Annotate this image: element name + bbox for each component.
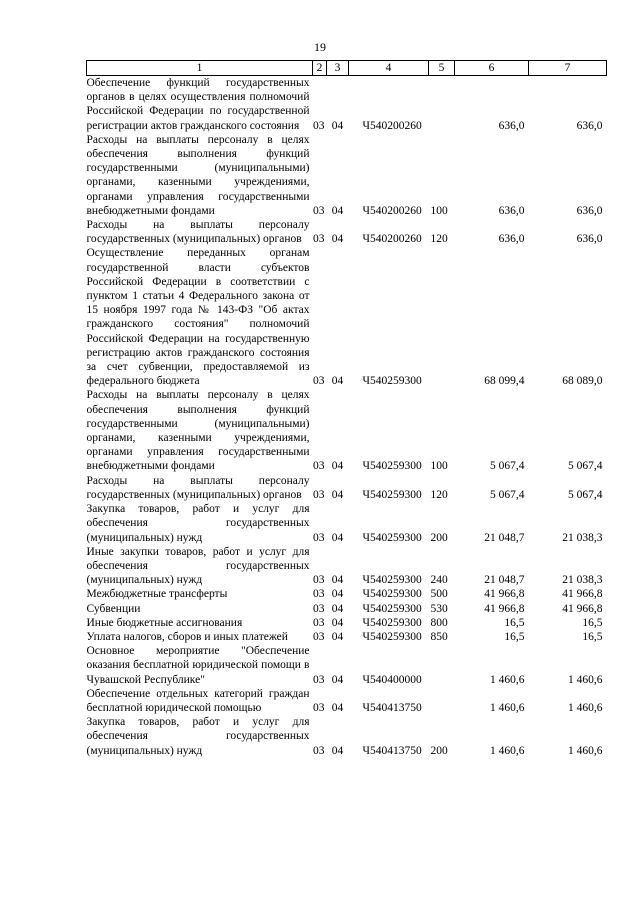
amount-year-1-cell: 1 460,6 [490, 673, 525, 686]
target-article-cell: Ч540259300 [362, 630, 422, 643]
subsection-code-cell: 04 [331, 375, 344, 388]
amount-year-1-cell: 5 067,4 [490, 460, 525, 473]
amount-year-1-cell: 1 460,6 [490, 701, 525, 714]
row-name-cell: Иные бюджетные ассигнования [86, 616, 243, 629]
amount-year-2-cell: 41 966,8 [562, 588, 603, 601]
column-header: 6 [455, 61, 529, 76]
section-code-cell: 03 [313, 602, 325, 615]
amount-year-1-cell: 5 067,4 [490, 488, 525, 501]
target-article-cell: Ч540259300 [362, 616, 422, 629]
column-header: 3 [327, 61, 349, 76]
row-name-cell: Иные закупки товаров, работ и услуг для обеспечения государственных (муниципальных) нужд [86, 545, 310, 587]
row-name-cell: Обеспечение функций государственных органов в целях осуществления полномочий Российской Федерации по государственной регистрации актов гражданского состояния [86, 77, 310, 132]
expense-type-cell: 240 [430, 574, 448, 587]
subsection-code-cell: 04 [331, 488, 344, 501]
table-row [87, 602, 607, 616]
expense-type-cell: 100 [430, 204, 448, 217]
row-name-cell: Расходы на выплаты персоналу государственных (муниципальных) органов [86, 474, 310, 501]
target-article-cell: Ч540259300 [362, 460, 422, 473]
row-name-cell: Расходы на выплаты персоналу государственных (муниципальных) органов [86, 219, 310, 246]
amount-year-1-cell: 1 460,6 [490, 744, 525, 757]
amount-year-2-cell: 1 460,6 [568, 701, 603, 714]
subsection-code-cell: 04 [331, 744, 344, 757]
section-code-cell: 03 [313, 701, 325, 714]
table-row [87, 545, 607, 588]
row-name-cell: Расходы на выплаты персоналу в целях обеспечения выполнения функций государственными (муниципальными) органами, казенными учреждениями, органами управления государственными внебюджетными фондами [86, 389, 310, 473]
budget-table [86, 60, 607, 758]
expense-type-cell [429, 246, 455, 388]
expense-type-cell: 500 [430, 588, 448, 601]
table-row [87, 687, 607, 715]
section-code-cell: 03 [313, 588, 325, 601]
subsection-code-cell: 04 [331, 673, 344, 686]
subsection-code-cell: 04 [331, 588, 344, 601]
subsection-code-cell: 04 [331, 233, 344, 246]
expense-type-cell: 530 [430, 602, 448, 615]
amount-year-1-cell: 21 048,7 [484, 531, 525, 544]
target-article-cell: Ч540200260 [362, 204, 422, 217]
target-article-cell: Ч540200260 [362, 119, 422, 132]
expense-type-cell: 800 [430, 616, 448, 629]
subsection-code-cell: 04 [331, 616, 344, 629]
expense-type-cell: 850 [430, 630, 448, 643]
expense-type-cell: 100 [430, 460, 448, 473]
column-header: 7 [529, 61, 607, 76]
target-article-cell: Ч540259300 [362, 574, 422, 587]
expense-type-cell [429, 644, 455, 687]
section-code-cell: 03 [313, 630, 325, 643]
amount-year-1-cell: 68 099,4 [484, 375, 525, 388]
amount-year-1-cell: 16,5 [504, 616, 525, 629]
subsection-code-cell: 04 [331, 531, 344, 544]
table-row [87, 388, 607, 473]
expense-type-cell [429, 76, 455, 133]
section-code-cell: 03 [313, 574, 325, 587]
expense-type-cell: 200 [430, 744, 448, 757]
amount-year-1-cell: 41 966,8 [484, 602, 525, 615]
table-row [87, 76, 607, 133]
amount-year-2-cell: 636,0 [576, 119, 603, 132]
section-code-cell: 03 [313, 673, 325, 686]
section-code-cell: 03 [313, 531, 325, 544]
section-code-cell: 03 [313, 616, 325, 629]
table-body [87, 76, 607, 758]
table-row [87, 246, 607, 388]
amount-year-2-cell: 636,0 [576, 204, 603, 217]
amount-year-1-cell: 41 966,8 [484, 588, 525, 601]
row-name-cell: Субвенции [86, 602, 141, 615]
amount-year-2-cell: 21 038,3 [562, 531, 603, 544]
target-article-cell: Ч540259300 [362, 602, 422, 615]
table-row [87, 133, 607, 218]
column-header: 2 [313, 61, 327, 76]
column-header: 4 [349, 61, 429, 76]
amount-year-2-cell: 636,0 [576, 233, 603, 246]
target-article-cell: Ч540259300 [362, 375, 422, 388]
row-name-cell: Обеспечение отдельных категорий граждан бесплатной юридической помощью [86, 687, 310, 714]
column-header: 5 [429, 61, 455, 76]
table-row [87, 616, 607, 630]
amount-year-1-cell: 636,0 [498, 119, 525, 132]
amount-year-2-cell: 21 038,3 [562, 574, 603, 587]
target-article-cell: Ч540259300 [362, 531, 422, 544]
table-row [87, 630, 607, 644]
target-article-cell: Ч540259300 [362, 488, 422, 501]
section-code-cell: 03 [313, 119, 325, 132]
row-name-cell: Расходы на выплаты персоналу в целях обеспечения выполнения функций государственными (муниципальными) органами, казенными учреждениями, органами управления государственными внебюджетными фондами [86, 133, 310, 217]
amount-year-1-cell: 21 048,7 [484, 574, 525, 587]
target-article-cell: Ч540400000 [362, 673, 422, 686]
table-row [87, 502, 607, 545]
amount-year-2-cell: 1 460,6 [568, 744, 603, 757]
section-code-cell: 03 [313, 375, 325, 388]
target-article-cell: Ч540259300 [362, 588, 422, 601]
row-name-cell: Межбюджетные трансферты [86, 588, 228, 601]
expense-type-cell: 120 [430, 233, 448, 246]
row-name-cell: Закупка товаров, работ и услуг для обеспечения государственных (муниципальных) нужд [86, 503, 310, 544]
table-header-row [87, 61, 607, 76]
subsection-code-cell: 04 [331, 204, 344, 217]
amount-year-2-cell: 5 067,4 [568, 488, 603, 501]
amount-year-2-cell: 68 089,0 [562, 375, 603, 388]
subsection-code-cell: 04 [331, 701, 344, 714]
amount-year-2-cell: 16,5 [582, 616, 603, 629]
amount-year-2-cell: 16,5 [582, 630, 603, 643]
table-row [87, 644, 607, 687]
section-code-cell: 03 [313, 744, 325, 757]
expense-type-cell [429, 687, 455, 715]
subsection-code-cell: 04 [331, 574, 344, 587]
table-row [87, 474, 607, 502]
row-name-cell: Осуществление переданных органам государственной власти субъектов Российской Федерации в соответствии с пунктом 1 статьи 4 Федерального закона от 15 ноября 1997 года № 143-ФЗ "Об актах гражданского состояния" полномочий Российской Федерации на государственную регистрацию актов гражданского состояния за счет субвенции, предоставляемой из федерального бюджета [86, 247, 310, 388]
subsection-code-cell: 04 [331, 630, 344, 643]
section-code-cell: 03 [313, 488, 325, 501]
amount-year-1-cell: 636,0 [498, 233, 525, 246]
target-article-cell: Ч540413750 [362, 744, 422, 757]
expense-type-cell: 120 [430, 488, 448, 501]
expense-type-cell: 200 [430, 531, 448, 544]
table-row [87, 715, 607, 758]
row-name-cell: Уплата налогов, сборов и иных платежей [86, 630, 288, 643]
row-name-cell: Закупка товаров, работ и услуг для обеспечения государственных (муниципальных) нужд [86, 716, 310, 757]
amount-year-2-cell: 1 460,6 [568, 673, 603, 686]
column-header: 1 [87, 61, 313, 76]
section-code-cell: 03 [313, 233, 325, 246]
page-number: 19 [314, 40, 326, 54]
target-article-cell: Ч540413750 [362, 701, 422, 714]
subsection-code-cell: 04 [331, 460, 344, 473]
table-row [87, 587, 607, 601]
row-name-cell: Основное мероприятие "Обеспечение оказания бесплатной юридической помощи в Чувашской Республике" [86, 645, 310, 686]
section-code-cell: 03 [313, 460, 325, 473]
amount-year-1-cell: 16,5 [504, 630, 525, 643]
amount-year-2-cell: 5 067,4 [568, 460, 603, 473]
amount-year-2-cell: 41 966,8 [562, 602, 603, 615]
amount-year-1-cell: 636,0 [498, 204, 525, 217]
target-article-cell: Ч540200260 [362, 233, 422, 246]
table-row [87, 218, 607, 246]
subsection-code-cell: 04 [331, 602, 344, 615]
section-code-cell: 03 [313, 204, 325, 217]
subsection-code-cell: 04 [331, 119, 344, 132]
